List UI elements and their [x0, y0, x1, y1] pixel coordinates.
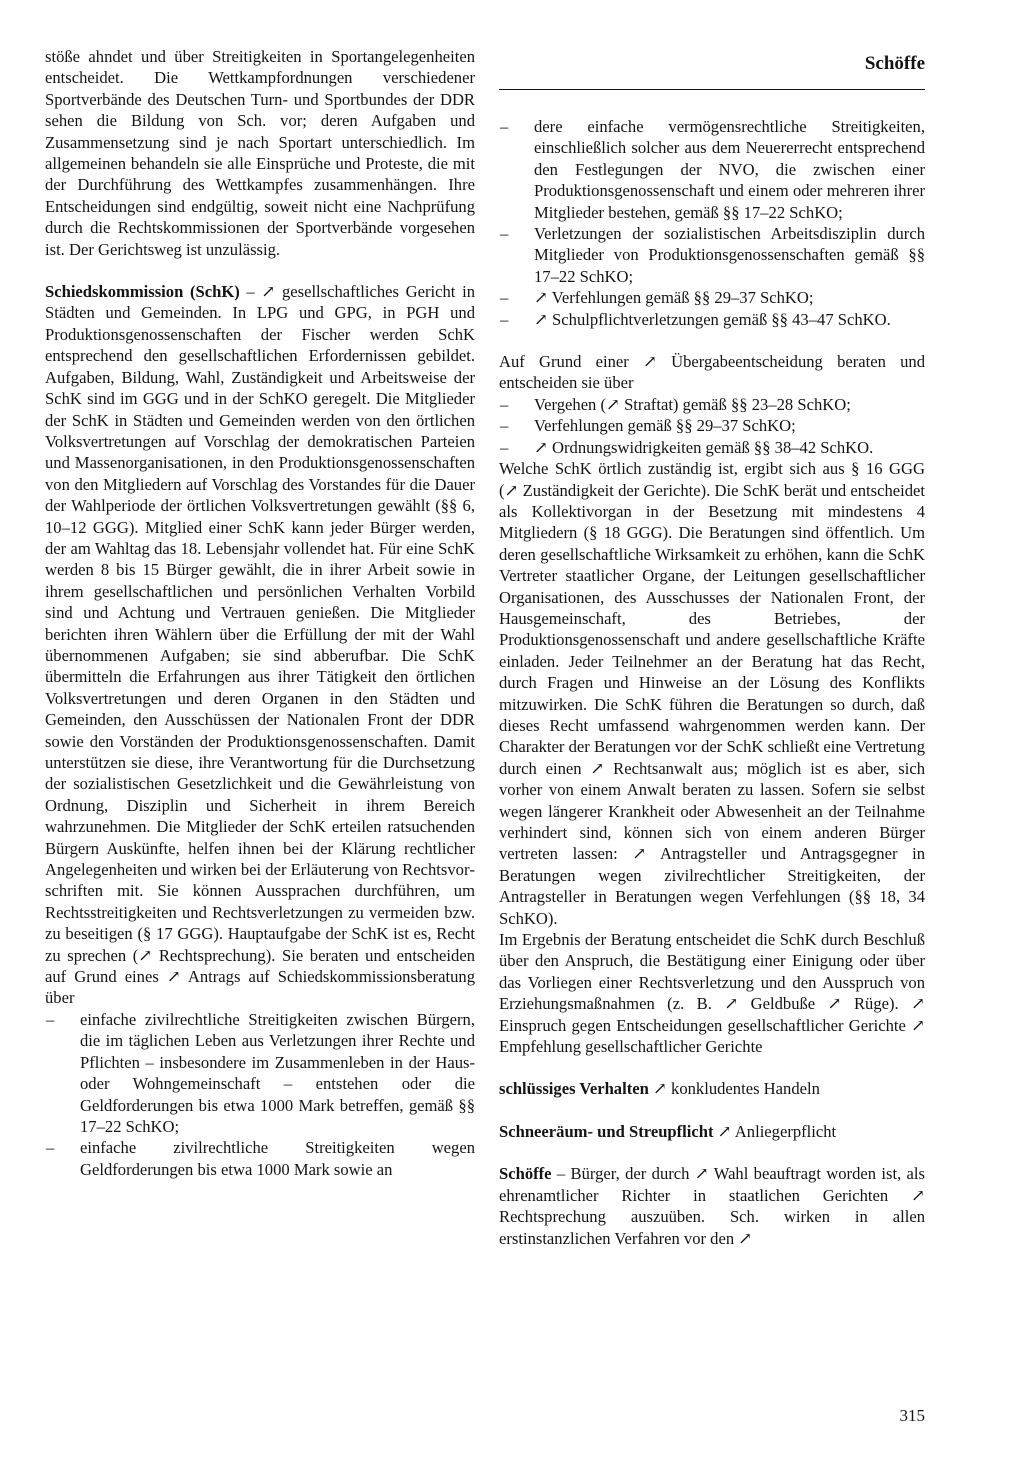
spacer: [499, 1142, 925, 1163]
schk-competence-list-rest: [499, 223, 925, 330]
headword-schoeffe: Schöffe: [499, 1164, 552, 1184]
paragraph-zustaendigkeit: Welche SchK örtlich zuständig ist, ergibt sich aus § 16 GGG (↗ Zuständigkeit der Gerichte). Die SchK berät und entscheidet als Kollektivorgan in der Besetzung mit mindestens 4 Mitgliedern (§ 18 GGG). Die Beratungen sind öffentlich. Um deren gesellschaftliche Wirksamkeit zu erhöhen, kann die SchK Vertreter staatlicher Organe, der Leitungen gesellschaftlicher Organisationen, des Ausschusses der Nationalen Front, der Hausgemeinschaft, des Betriebes, der Produktionsgenossenschaft und andere gesellschaftliche Kräfte einladen. Jeder Teilnehmer an der Beratung hat das Recht, durch Fragen und Hinweise an der Lösung des Konflikts mitzuwirken. Die SchK führen die Beratungen so durch, daß dieses Recht umfassend wahrgenommen werden kann. Der Charakter der Beratungen vor der SchK schließt eine Vertretung durch einen ↗ Rechtsanwalt aus; möglich ist es aber, sich vorher von einem Anwalt beraten zu lassen. Sofern sie selbst wegen längerer Krankheit oder Abwesenheit an der Teilnahme verhindert sind, können sich von einem anderen Bürger vertreten lassen: ↗ Antragsteller und Antragsgegner in Beratungen wegen zivilrechtlicher Streitigkeiten, der Antragsteller in Beratungen wegen Verfehlungen (§§ 18, 34 SchKO).: [499, 459, 925, 928]
list-item: – ↗ Verfehlungen gemäß §§ 29–37 SchKO;: [499, 287, 925, 308]
entry-schneeraeumpflicht: [499, 1121, 925, 1142]
spacer: [499, 1057, 925, 1078]
list-item: – ↗ Schulpflichtverletzungen gemäß §§ 43–47 SchKO.: [499, 309, 925, 330]
entry-schluessiges-verhalten: [499, 1078, 925, 1099]
entry-schoeffe: [499, 1163, 925, 1249]
cross-reference: ↗ Anliegerpflicht: [713, 1121, 837, 1141]
running-title: Schöffe: [864, 53, 925, 74]
list-item-continued-text: dere einfache vermögensrechtliche Streitigkeiten, einschließlich solcher aus dem Neuererrecht entsprechend den Festlegungen der NVO, die zwischen einer Produktionsgenossenschaft und einem oder mehreren ihrer Mitglieder bestehen, gemäß §§ 17–22 SchKO;: [534, 117, 925, 222]
schk-competence-list: [45, 1009, 475, 1180]
left-column: [45, 46, 475, 1180]
spacer: [45, 260, 475, 281]
uebergabe-intro: Auf Grund einer ↗ Übergabeentscheidung beraten und entscheiden sie über: [499, 352, 925, 393]
cross-reference: ↗ konkludentes Handeln: [648, 1079, 820, 1099]
page-number: 315: [899, 1406, 925, 1425]
entry-schoeffe-text: – Bürger, der durch ↗ Wahl beauftragt worden ist, als ehrenamtlicher Richter in staatlichen Gerichten ↗ Rechtsprechung auszuüben. Sch. wirken in allen erstinstanzlichen Verfahren vor den ↗: [499, 1164, 925, 1248]
list-item: – einfache zivilrechtliche Streitigkeiten zwischen Bürgern, die im täglichen Leben aus Verletzungen ihrer Rechte und Pflichten – insbesondere im Zusammenleben in der Haus- oder Wohngemeinschaft – entstehen oder die Geldforderungen bis etwa 1000 Mark betreffen, gemäß §§ 17–22 SchKO;: [45, 1009, 475, 1137]
entry-schiedskommission-text: – ↗ gesellschaftliches Gericht in Städten und Gemeinden. In LPG und GPG, in PGH und Produktionsgenossenschaften der Fischer werden SchK entsprechend den gesellschaftlichen Erfordernissen gebildet. Aufgaben, Bildung, Wahl, Zuständigkeit und Arbeitsweise der SchK sind im GGG und in der SchKO geregelt. Die Mitglieder der SchK in Städten und Gemeinden werden von den örtlichen Volksvertretungen auf Vorschlag der demokratischen Parteien und Massenorganisationen, in den Produktionsgenossenschaften von den Mitgliedern auf Vorschlag des Vorstandes für die Dauer der Wahlperiode der örtlichen Volksvertretungen gewählt (§§ 6, 10–12 GGG). Mitglied einer SchK kann jeder Bürger werden, der am Wahltag das 18. Lebensjahr vollendet hat. Für eine SchK werden 8 bis 15 Bürger gewählt, die in ihrer Arbeit sowie in ihrem gesellschaftlichen und persönlichen Verhalten Vorbild sind und Achtung und Vertrauen genießen. Die Mitglieder berichten ihren Wählern über die Erfüllung der mit der Wahl übernommenen Aufgaben; sie sind abberufbar. Die SchK übermitteln die Erfahrungen aus ihrer Tätigkeit den örtlichen Volksvertretungen und deren Organen in den Städten und Gemeinden, den Ausschüssen der Nationalen Front der DDR sowie den Vorständen der Produktionsgenossenschaften. Damit unterstützen sie diese, ihre Verantwortung für die Durchsetzung der sozialistischen Gesetzlichkeit und die Gewährleistung von Ordnung, Disziplin und Sicherheit in ihrem Bereich wahrzunehmen. Die Mitglieder der SchK erteilen ratsuchenden Bürgern Auskünfte, helfen ihnen bei der Klärung rechtlicher Angelegenheiten und wirken bei der Erläuterung von Rechtsvorschriften mit. Sie können Aussprachen durchführen, um Rechtsstreitigkeiten und Rechtsverletzungen zu vermeiden bzw. zu beseitigen (§ 17 GGG). Hauptaufgabe der SchK ist es, Recht zu sprechen (↗ Rechtsprechung). Sie beraten und entscheiden auf Grund eines ↗ Antrags auf Schiedskommissionsberatung über: [45, 282, 475, 1008]
list-item: – einfache zivilrechtliche Streitigkeiten wegen Geldforderungen bis etwa 1000 Mark sowie an: [45, 1137, 475, 1180]
headword-schneeraeumpflicht: Schneeräum- und Streupflicht: [499, 1121, 714, 1141]
paragraph-ergebnis: Im Ergebnis der Beratung entscheidet die SchK durch Beschluß über den Anspruch, die Bestätigung einer Einigung oder über das Vorliegen einer Rechtsverletzung und den Ausspruch von Erziehungsmaßnahmen (z. B. ↗ Geldbuße ↗ Rüge). ↗ Einspruch gegen Entscheidungen gesellschaftlicher Gerichte ↗ Empfehlung gesellschaftlicher Gerichte: [499, 930, 925, 1057]
continued-paragraph: stöße ahndet und über Streitigkeiten in Sportangelegenheiten entscheidet. Die Wettkampfordnungen verschiedener Sportverbände des Deutschen Turn- und Sportbundes der DDR sehen die Bildung von Sch. vor; deren Aufgaben und Zusammensetzung sind je nach Sportart unterschiedlich. Im allgemeinen behandeln sie alle Einsprüche und Proteste, die mit der Durchführung des Wettkampfes zusammenhängen. Ihre Entscheidungen sind endgültig, soweit nicht eine Nachprüfung durch die Rechtskommissionen der Sportverbände vorgesehen ist. Der Gerichtsweg ist unzulässig.: [45, 47, 475, 259]
uebergabe-list: [499, 394, 925, 458]
spacer: [499, 1100, 925, 1121]
spacer: [499, 330, 925, 351]
list-item: – Vergehen (↗ Straftat) gemäß §§ 23–28 SchKO;: [499, 394, 925, 415]
header-rule: [499, 89, 925, 90]
schk-competence-list-continued: [499, 116, 925, 223]
right-column: [499, 116, 925, 1249]
list-item-continued: [499, 116, 925, 223]
headword-schluessiges-verhalten: schlüssiges Verhalten: [499, 1079, 649, 1099]
list-item: – Verletzungen der sozialistischen Arbeitsdisziplin durch Mitglieder von Produktionsgenossenschaften gemäß §§ 17–22 SchKO;: [499, 223, 925, 287]
list-item: – Verfehlungen gemäß §§ 29–37 SchKO;: [499, 415, 925, 436]
list-item: – ↗ Ordnungswidrigkeiten gemäß §§ 38–42 SchKO.: [499, 437, 925, 458]
headword-schiedskommission: Schiedskommission (SchK): [45, 282, 240, 302]
entry-schiedskommission: [45, 281, 475, 1009]
